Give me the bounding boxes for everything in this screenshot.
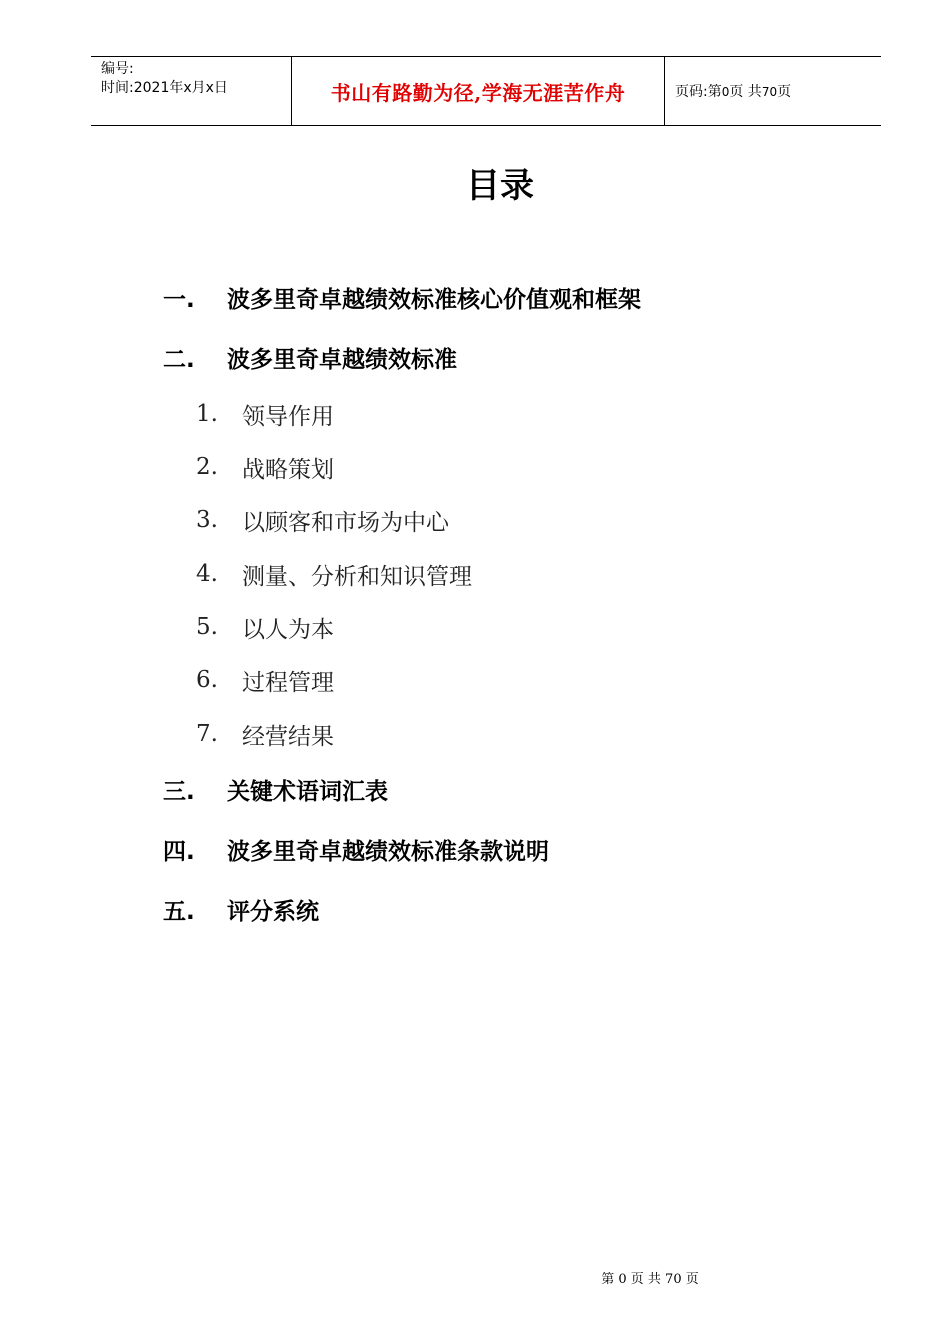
- toc-sub-item[interactable]: [196, 612, 334, 642]
- toc-sub-item[interactable]: [196, 399, 334, 429]
- toc-main-number: 一.: [163, 286, 195, 313]
- motto: 书山有路勤为径,学海无涯苦作舟: [330, 80, 626, 105]
- toc-sub-item[interactable]: [196, 452, 334, 482]
- toc-sub-number: 5.: [196, 614, 218, 640]
- page-header: [91, 56, 881, 126]
- toc-main-item[interactable]: [163, 834, 549, 864]
- page-mid: 页 共: [729, 84, 762, 100]
- toc-sub-number: 3.: [196, 507, 218, 533]
- toc-sub-text: 以人为本: [242, 616, 334, 643]
- header-meta: [91, 57, 292, 125]
- toc-main-text: 波多里奇卓越绩效标准核心价值观和框架: [227, 286, 641, 313]
- page-footer: 第 0 页 共 70 页: [601, 1272, 699, 1287]
- toc-sub-text: 战略策划: [242, 456, 334, 483]
- toc-sub-text: 测量、分析和知识管理: [242, 563, 472, 590]
- page-title: 目录: [466, 166, 534, 206]
- toc-main-text: 波多里奇卓越绩效标准: [227, 346, 457, 373]
- toc-sub-text: 过程管理: [242, 669, 334, 696]
- toc-sub-text: 经营结果: [242, 723, 334, 750]
- toc-main-number: 四.: [163, 838, 195, 865]
- toc-main-number: 三.: [163, 778, 195, 805]
- toc-main-number: 二.: [163, 346, 195, 373]
- toc-main-item[interactable]: [163, 282, 641, 312]
- header-motto-cell: [292, 57, 665, 125]
- header-page-info: [665, 57, 881, 125]
- toc-main-text: 评分系统: [227, 898, 319, 925]
- toc-sub-number: 6.: [196, 667, 218, 693]
- toc-sub-item[interactable]: [196, 665, 334, 695]
- toc-sub-number: 1.: [196, 401, 218, 427]
- toc-main-item[interactable]: [163, 342, 457, 372]
- page-suffix: 页: [777, 84, 792, 100]
- page-num: 0: [721, 85, 730, 99]
- page-total: 70: [761, 85, 778, 99]
- time-label: 时间:2021年x月x日: [101, 80, 228, 96]
- toc-main-item[interactable]: [163, 774, 388, 804]
- toc-sub-number: 7.: [196, 721, 218, 747]
- toc-main-text: 波多里奇卓越绩效标准条款说明: [227, 838, 549, 865]
- toc-sub-text: 领导作用: [242, 403, 334, 430]
- page-prefix: 页码:第: [675, 84, 722, 100]
- toc-sub-item[interactable]: [196, 505, 449, 535]
- page-counter: [675, 81, 791, 101]
- toc-main-number: 五.: [163, 898, 195, 925]
- toc-sub-item[interactable]: [196, 559, 472, 589]
- toc-sub-text: 以顾客和市场为中心: [242, 509, 449, 536]
- toc-sub-item[interactable]: [196, 719, 334, 749]
- toc-main-item[interactable]: [163, 894, 319, 924]
- toc-sub-number: 4.: [196, 561, 218, 587]
- serial-label: 编号:: [101, 61, 134, 77]
- toc-sub-number: 2.: [196, 454, 218, 480]
- toc-main-text: 关键术语词汇表: [227, 778, 388, 805]
